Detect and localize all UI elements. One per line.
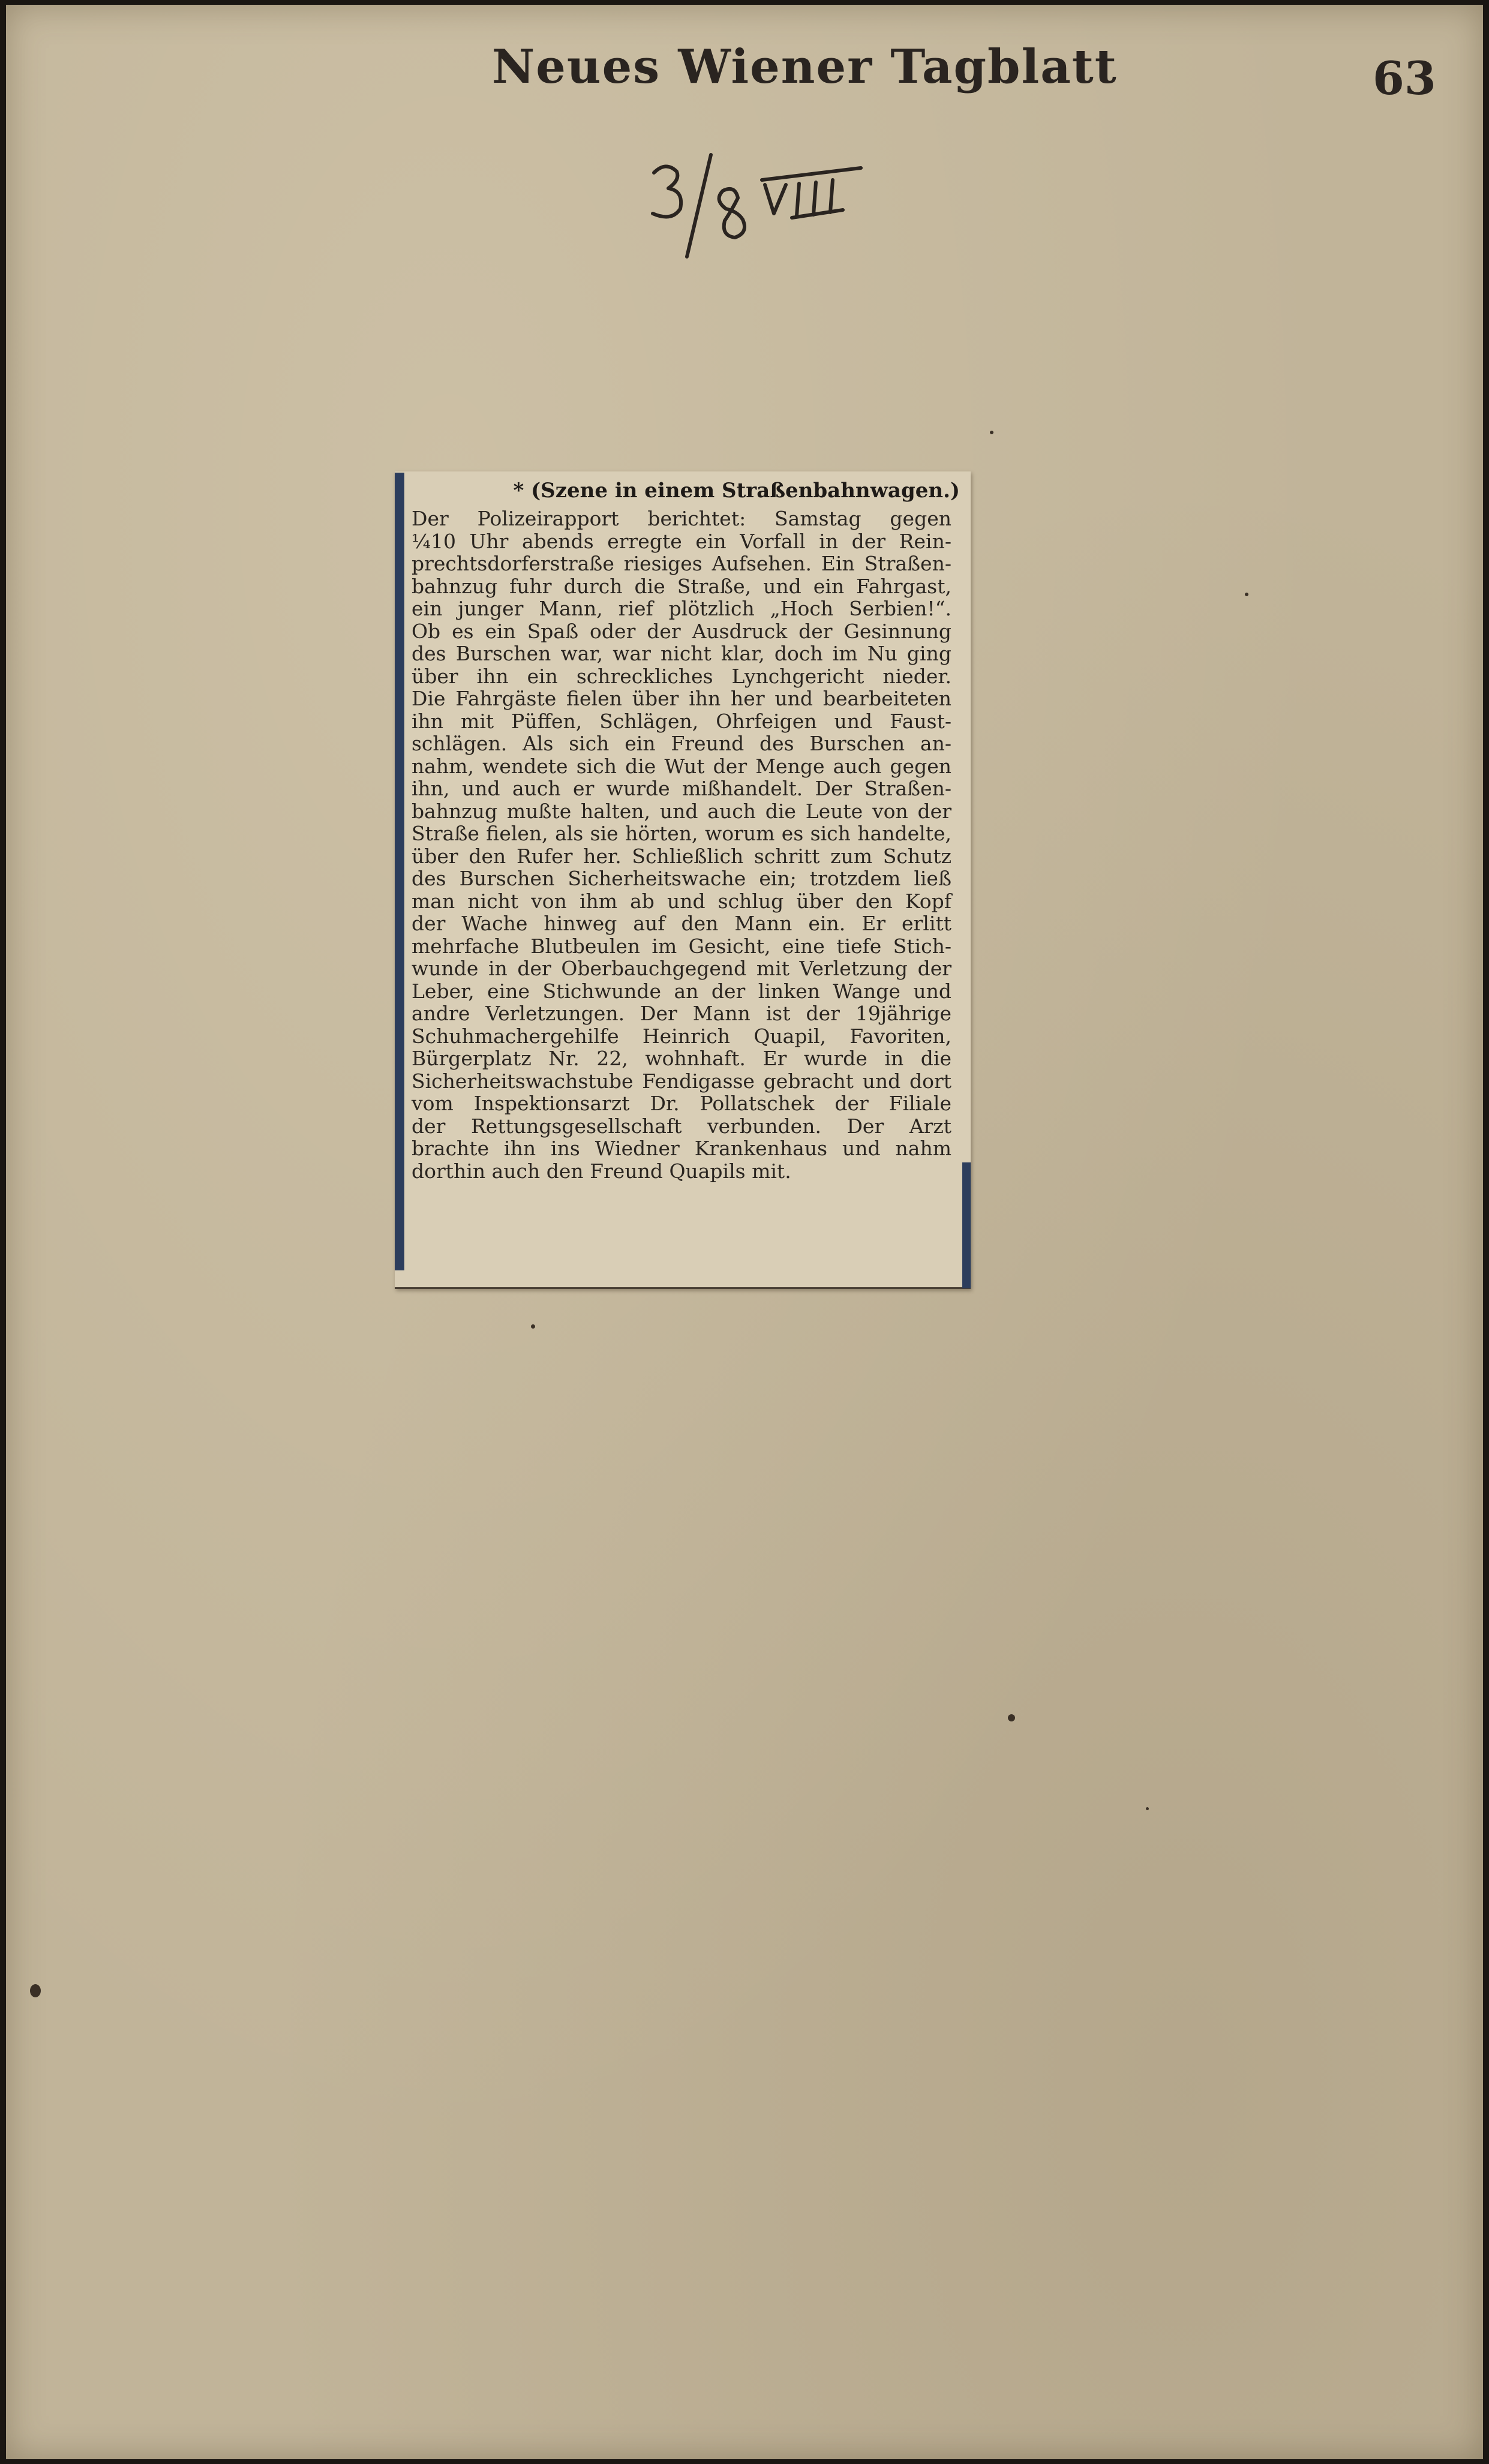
article-line: bahnzug fuhr durch die Straße, und ein Fahrgast, xyxy=(412,574,951,598)
clipping-marker-right xyxy=(962,1162,971,1288)
article-line: des Burschen Sicherheitswache ein; trotzdem ließ xyxy=(412,867,951,890)
article-line: über den Rufer her. Schließlich schritt zum Schutz xyxy=(412,844,951,868)
article-line: ihn, und auch er wurde mißhandelt. Der Straßen- xyxy=(412,777,951,800)
article-line: dorthin auch den Freund Quapils mit. xyxy=(412,1159,791,1183)
article-line: man nicht von ihm ab und schlug über den Kopf xyxy=(412,889,951,913)
paper-speck xyxy=(1245,593,1248,596)
paper-speck xyxy=(990,431,993,434)
handwritten-date-annotation xyxy=(642,143,894,275)
article-line: vom Inspektionsarzt Dr. Pollatschek der Filiale xyxy=(412,1092,951,1115)
article-line: mehrfache Blutbeulen im Gesicht, eine tiefe Stich- xyxy=(412,934,951,958)
article-line: Sicherheitswachstube Fendigasse gebracht und dort xyxy=(412,1069,951,1093)
article-line: andre Verletzungen. Der Mann ist der 19jährige xyxy=(412,1002,951,1025)
article-heading: * (Szene in einem Straßenbahnwagen.) xyxy=(513,479,960,503)
article-line: prechtsdorferstraße riesiges Aufsehen. Ein Straßen- xyxy=(412,552,951,575)
article-line: Die Fahrgäste fielen über ihn her und bearbeiteten xyxy=(412,687,951,710)
article-line: der Wache hinweg auf den Mann ein. Er erlitt xyxy=(412,912,951,935)
article-line: Bürgerplatz Nr. 22, wohnhaft. Er wurde in die xyxy=(412,1047,951,1070)
article-line: Schuhmachergehilfe Heinrich Quapil, Favoriten, xyxy=(412,1024,951,1048)
page-number: 63 xyxy=(1373,52,1436,105)
article-line: schlägen. Als sich ein Freund des Burschen an- xyxy=(412,732,951,755)
newspaper-title: Neues Wiener Tagblatt xyxy=(492,40,1118,94)
article-line: Ob es ein Spaß oder der Ausdruck der Gesinnung xyxy=(412,619,951,643)
paper-speck xyxy=(1146,1807,1149,1810)
article-line: ihn mit Püffen, Schlägen, Ohrfeigen und Faust- xyxy=(412,709,951,733)
article-line: Leber, eine Stichwunde an der linken Wange und xyxy=(412,979,951,1003)
article-line: Der Polizeirapport berichtet: Samstag gegen xyxy=(412,507,951,530)
article-line: des Burschen war, war nicht klar, doch im Nu ging xyxy=(412,642,951,665)
article-line: Straße fielen, als sie hörten, worum es sich handelte, xyxy=(412,822,951,845)
paper-speck xyxy=(1008,1714,1015,1721)
article-body xyxy=(412,507,951,1182)
article-line: brachte ihn ins Wiedner Krankenhaus und nahm xyxy=(412,1137,951,1160)
article-line: bahnzug mußte halten, und auch die Leute von der xyxy=(412,799,951,823)
article-line: nahm, wendete sich die Wut der Menge auch gegen xyxy=(412,754,951,778)
article-line: ein junger Mann, rief plötzlich „Hoch Serbien!“. xyxy=(412,597,951,620)
article-line: ¼10 Uhr abends erregte ein Vorfall in der Rein- xyxy=(412,529,951,553)
article-line: der Rettungsgesellschaft verbunden. Der Arzt xyxy=(412,1114,951,1138)
paper-speck xyxy=(30,1984,41,1997)
article-line: wunde in der Oberbauchgegend mit Verletzung der xyxy=(412,957,951,980)
archive-page xyxy=(6,5,1483,2459)
article-line: über ihn ein schreckliches Lynchgericht nieder. xyxy=(412,664,951,688)
paper-speck xyxy=(531,1324,535,1329)
clipping-marker-left xyxy=(395,473,404,1270)
